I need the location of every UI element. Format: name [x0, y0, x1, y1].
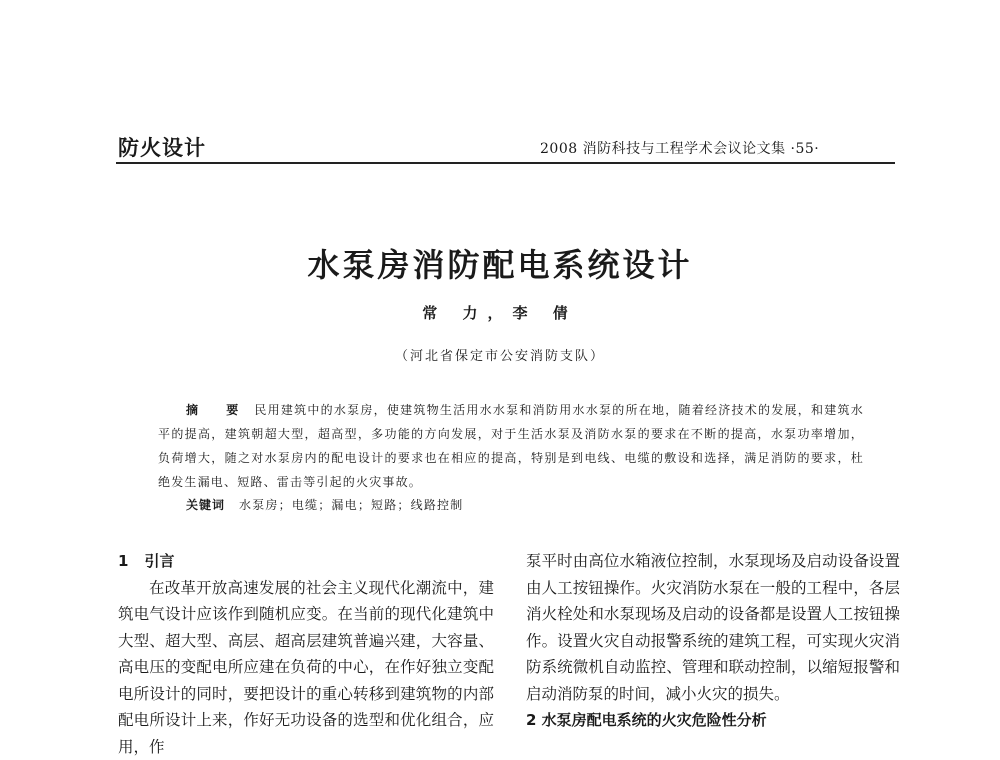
abstract: [158, 398, 864, 494]
running-header-proceedings: 2008 消防科技与工程学术会议论文集 ·55·: [540, 138, 819, 158]
affiliation: （河北省保定市公安消防支队）: [0, 345, 1000, 364]
section-1-number: 1: [118, 552, 128, 570]
running-header-section: 防火设计: [118, 132, 206, 162]
authors: 常 力，李 倩: [0, 302, 1000, 323]
keywords: [186, 496, 463, 513]
paper-title: 水泵房消防配电系统设计: [0, 240, 1000, 286]
header-rule: [116, 162, 895, 164]
section-2-heading: 2 水泵房配电系统的火灾危险性分析: [526, 707, 900, 734]
section-1-paragraph: 在改革开放高速发展的社会主义现代化潮流中，建筑电气设计应该作到随机应变。在当前的现代化建筑中大型、超大型、高层、超高层建筑普遍兴建，大容量、高电压的变配电所应建在负荷的中心，在作好独立变配电所设计的同时，要把设计的重心转移到建筑物的内部配电所设计上来，作好无功设备的选型和优化组合，应用，作: [118, 575, 494, 760]
keywords-text: 水泵房；电缆；漏电；短路；线路控制: [239, 498, 463, 512]
keywords-label: 关键词: [186, 498, 225, 512]
right-column-paragraph: 泵平时由高位水箱液位控制，水泵现场及启动设备设置由人工按钮操作。火灾消防水泵在一般的工程中，各层消火栓处和水泵现场及启动的设备都是设置人工按钮操作。设置火灾自动报警系统的建筑工程，可实现火灾消防系统微机自动监控、管理和联动控制，以缩短报警和启动消防泵的时间，减小火灾的损失。: [526, 548, 900, 707]
abstract-label: 摘 要: [186, 403, 250, 417]
section-1-heading: [118, 548, 494, 575]
left-column: [118, 548, 494, 760]
section-1-title: 引言: [144, 552, 174, 570]
abstract-text: 民用建筑中的水泵房，使建筑物生活用水水泵和消防用水水泵的所在地，随着经济技术的发展，和建筑水平的提高，建筑朝超大型，超高型，多功能的方向发展，对于生活水泵及消防水泵的要求在不断的提高，水泵功率增加，负荷增大，随之对水泵房内的配电设计的要求也在相应的提高，特别是到电线、电缆的敷设和选择，满足消防的要求，杜绝发生漏电、短路、雷击等引起的火灾事故。: [158, 403, 864, 489]
right-column: [526, 548, 900, 734]
